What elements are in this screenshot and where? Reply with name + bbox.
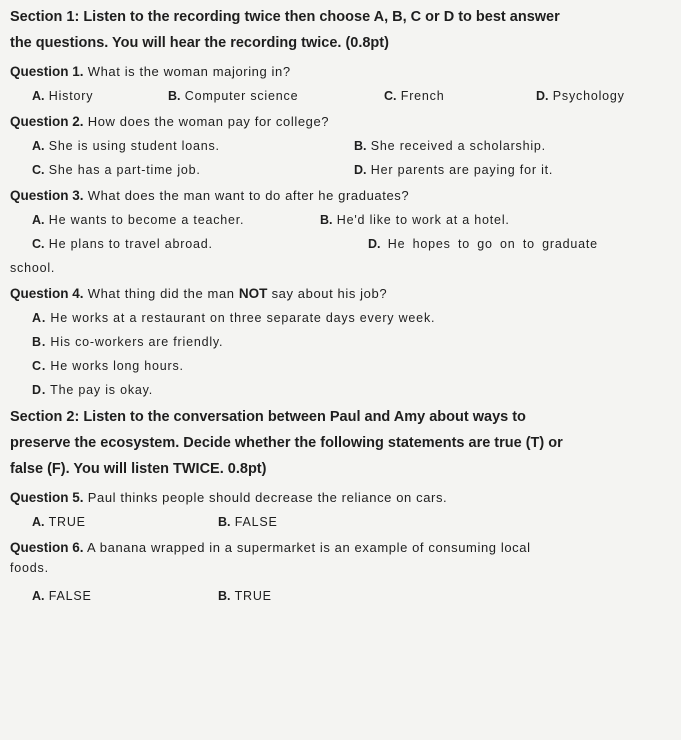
option-text: FALSE xyxy=(234,515,278,529)
question-5-text: Paul thinks people should decrease the reliance on cars. xyxy=(87,490,448,505)
q6-option-a xyxy=(32,586,218,606)
question-6-text-continued: foods. xyxy=(10,561,49,575)
q4-option-b xyxy=(10,332,671,352)
question-6-label: Question 6. xyxy=(10,540,84,555)
q6-option-b xyxy=(218,586,272,606)
question-1 xyxy=(10,62,671,82)
question-3-options-row-1 xyxy=(10,210,671,230)
question-4-text-pre: What thing did the man xyxy=(87,286,235,301)
question-3-label: Question 3. xyxy=(10,188,84,203)
option-key: B. xyxy=(218,515,231,529)
option-key: A. xyxy=(32,589,45,603)
option-text: TRUE xyxy=(48,515,86,529)
option-key: D. xyxy=(354,163,367,177)
question-2-options-row-1 xyxy=(10,136,671,156)
question-4 xyxy=(10,284,671,304)
question-3-options-row-2 xyxy=(10,234,671,254)
option-key: D. xyxy=(368,237,381,251)
section-1-line-1: Section 1: Listen to the recording twice then choose A, B, C or D to best answer xyxy=(10,9,560,25)
option-key: A. xyxy=(32,139,45,153)
option-text: He plans to travel abroad. xyxy=(48,237,213,251)
question-2-text: How does the woman pay for college? xyxy=(87,114,330,129)
option-key: C. xyxy=(32,359,47,373)
option-text: He works long hours. xyxy=(50,359,184,373)
question-5 xyxy=(10,488,671,508)
question-6 xyxy=(10,538,671,558)
option-text: He works at a restaurant on three separate days every week. xyxy=(50,311,436,325)
q3-option-b xyxy=(320,210,510,230)
question-4-text-bold: NOT xyxy=(238,286,268,301)
q2-option-b xyxy=(354,136,546,156)
option-text: He'd like to work at a hotel. xyxy=(336,213,510,227)
question-2 xyxy=(10,112,671,132)
option-key: B. xyxy=(354,139,367,153)
option-key: A. xyxy=(32,311,47,325)
option-key: D. xyxy=(32,383,47,397)
option-key: C. xyxy=(32,163,45,177)
option-key: C. xyxy=(384,89,397,103)
q2-option-c xyxy=(32,160,354,180)
question-6-text: A banana wrapped in a supermarket is an example of consuming local xyxy=(87,540,531,555)
q4-option-a xyxy=(10,308,671,328)
question-5-label: Question 5. xyxy=(10,490,84,505)
option-key: C. xyxy=(32,237,45,251)
question-1-label: Question 1. xyxy=(10,64,84,79)
option-text: She is using student loans. xyxy=(48,139,220,153)
option-text: She has a part-time job. xyxy=(48,163,201,177)
option-key: A. xyxy=(32,89,45,103)
option-text: The pay is okay. xyxy=(50,383,154,397)
option-key: A. xyxy=(32,515,45,529)
question-6-options xyxy=(10,586,671,606)
question-4-text-post: say about his job? xyxy=(271,286,388,301)
section-2-line-1: Section 2: Listen to the conversation between Paul and Amy about ways to xyxy=(10,409,526,425)
q1-option-c xyxy=(384,86,536,106)
option-text: He wants to become a teacher. xyxy=(48,213,245,227)
q4-option-c xyxy=(10,356,671,376)
question-1-options xyxy=(10,86,671,106)
question-4-label: Question 4. xyxy=(10,286,84,301)
q1-option-a xyxy=(32,86,168,106)
q5-option-b xyxy=(218,512,278,532)
option-text: History xyxy=(48,89,94,103)
q1-option-b xyxy=(168,86,384,106)
q3-option-d xyxy=(368,234,598,254)
option-text: Computer science xyxy=(184,89,299,103)
q2-option-a xyxy=(32,136,354,156)
section-1-header xyxy=(10,4,671,56)
section-2-header xyxy=(10,404,671,482)
option-key: A. xyxy=(32,213,45,227)
option-key: B. xyxy=(320,213,333,227)
q1-option-d xyxy=(536,86,625,106)
question-5-options xyxy=(10,512,671,532)
question-3-text: What does the man want to do after he graduates? xyxy=(87,188,410,203)
option-text: TRUE xyxy=(234,589,272,603)
q5-option-a xyxy=(32,512,218,532)
option-text: Psychology xyxy=(552,89,625,103)
question-2-options-row-2 xyxy=(10,160,671,180)
option-text: French xyxy=(400,89,445,103)
section-2-line-3: false (F). You will listen TWICE. 0.8pt) xyxy=(10,461,267,477)
q3-option-a xyxy=(32,210,320,230)
q4-option-d xyxy=(10,380,671,400)
question-1-text: What is the woman majoring in? xyxy=(87,64,291,79)
option-key: B. xyxy=(168,89,181,103)
option-key: B. xyxy=(218,589,231,603)
section-2-line-2: preserve the ecosystem. Decide whether the following statements are true (T) or xyxy=(10,435,563,451)
option-text: FALSE xyxy=(48,589,92,603)
option-key: D. xyxy=(536,89,549,103)
option-text: She received a scholarship. xyxy=(370,139,546,153)
q3-option-c xyxy=(32,234,368,254)
q2-option-d xyxy=(354,160,553,180)
option-text: His co-workers are friendly. xyxy=(50,335,224,349)
section-1-line-2: the questions. You will hear the recording twice. (0.8pt) xyxy=(10,35,389,51)
option-key: B. xyxy=(32,335,47,349)
question-3 xyxy=(10,186,671,206)
option-text: Her parents are paying for it. xyxy=(370,163,554,177)
option-text: He hopes to go on to graduate xyxy=(387,237,598,251)
question-2-label: Question 2. xyxy=(10,114,84,129)
q3-option-d-continued: school. xyxy=(10,261,56,275)
